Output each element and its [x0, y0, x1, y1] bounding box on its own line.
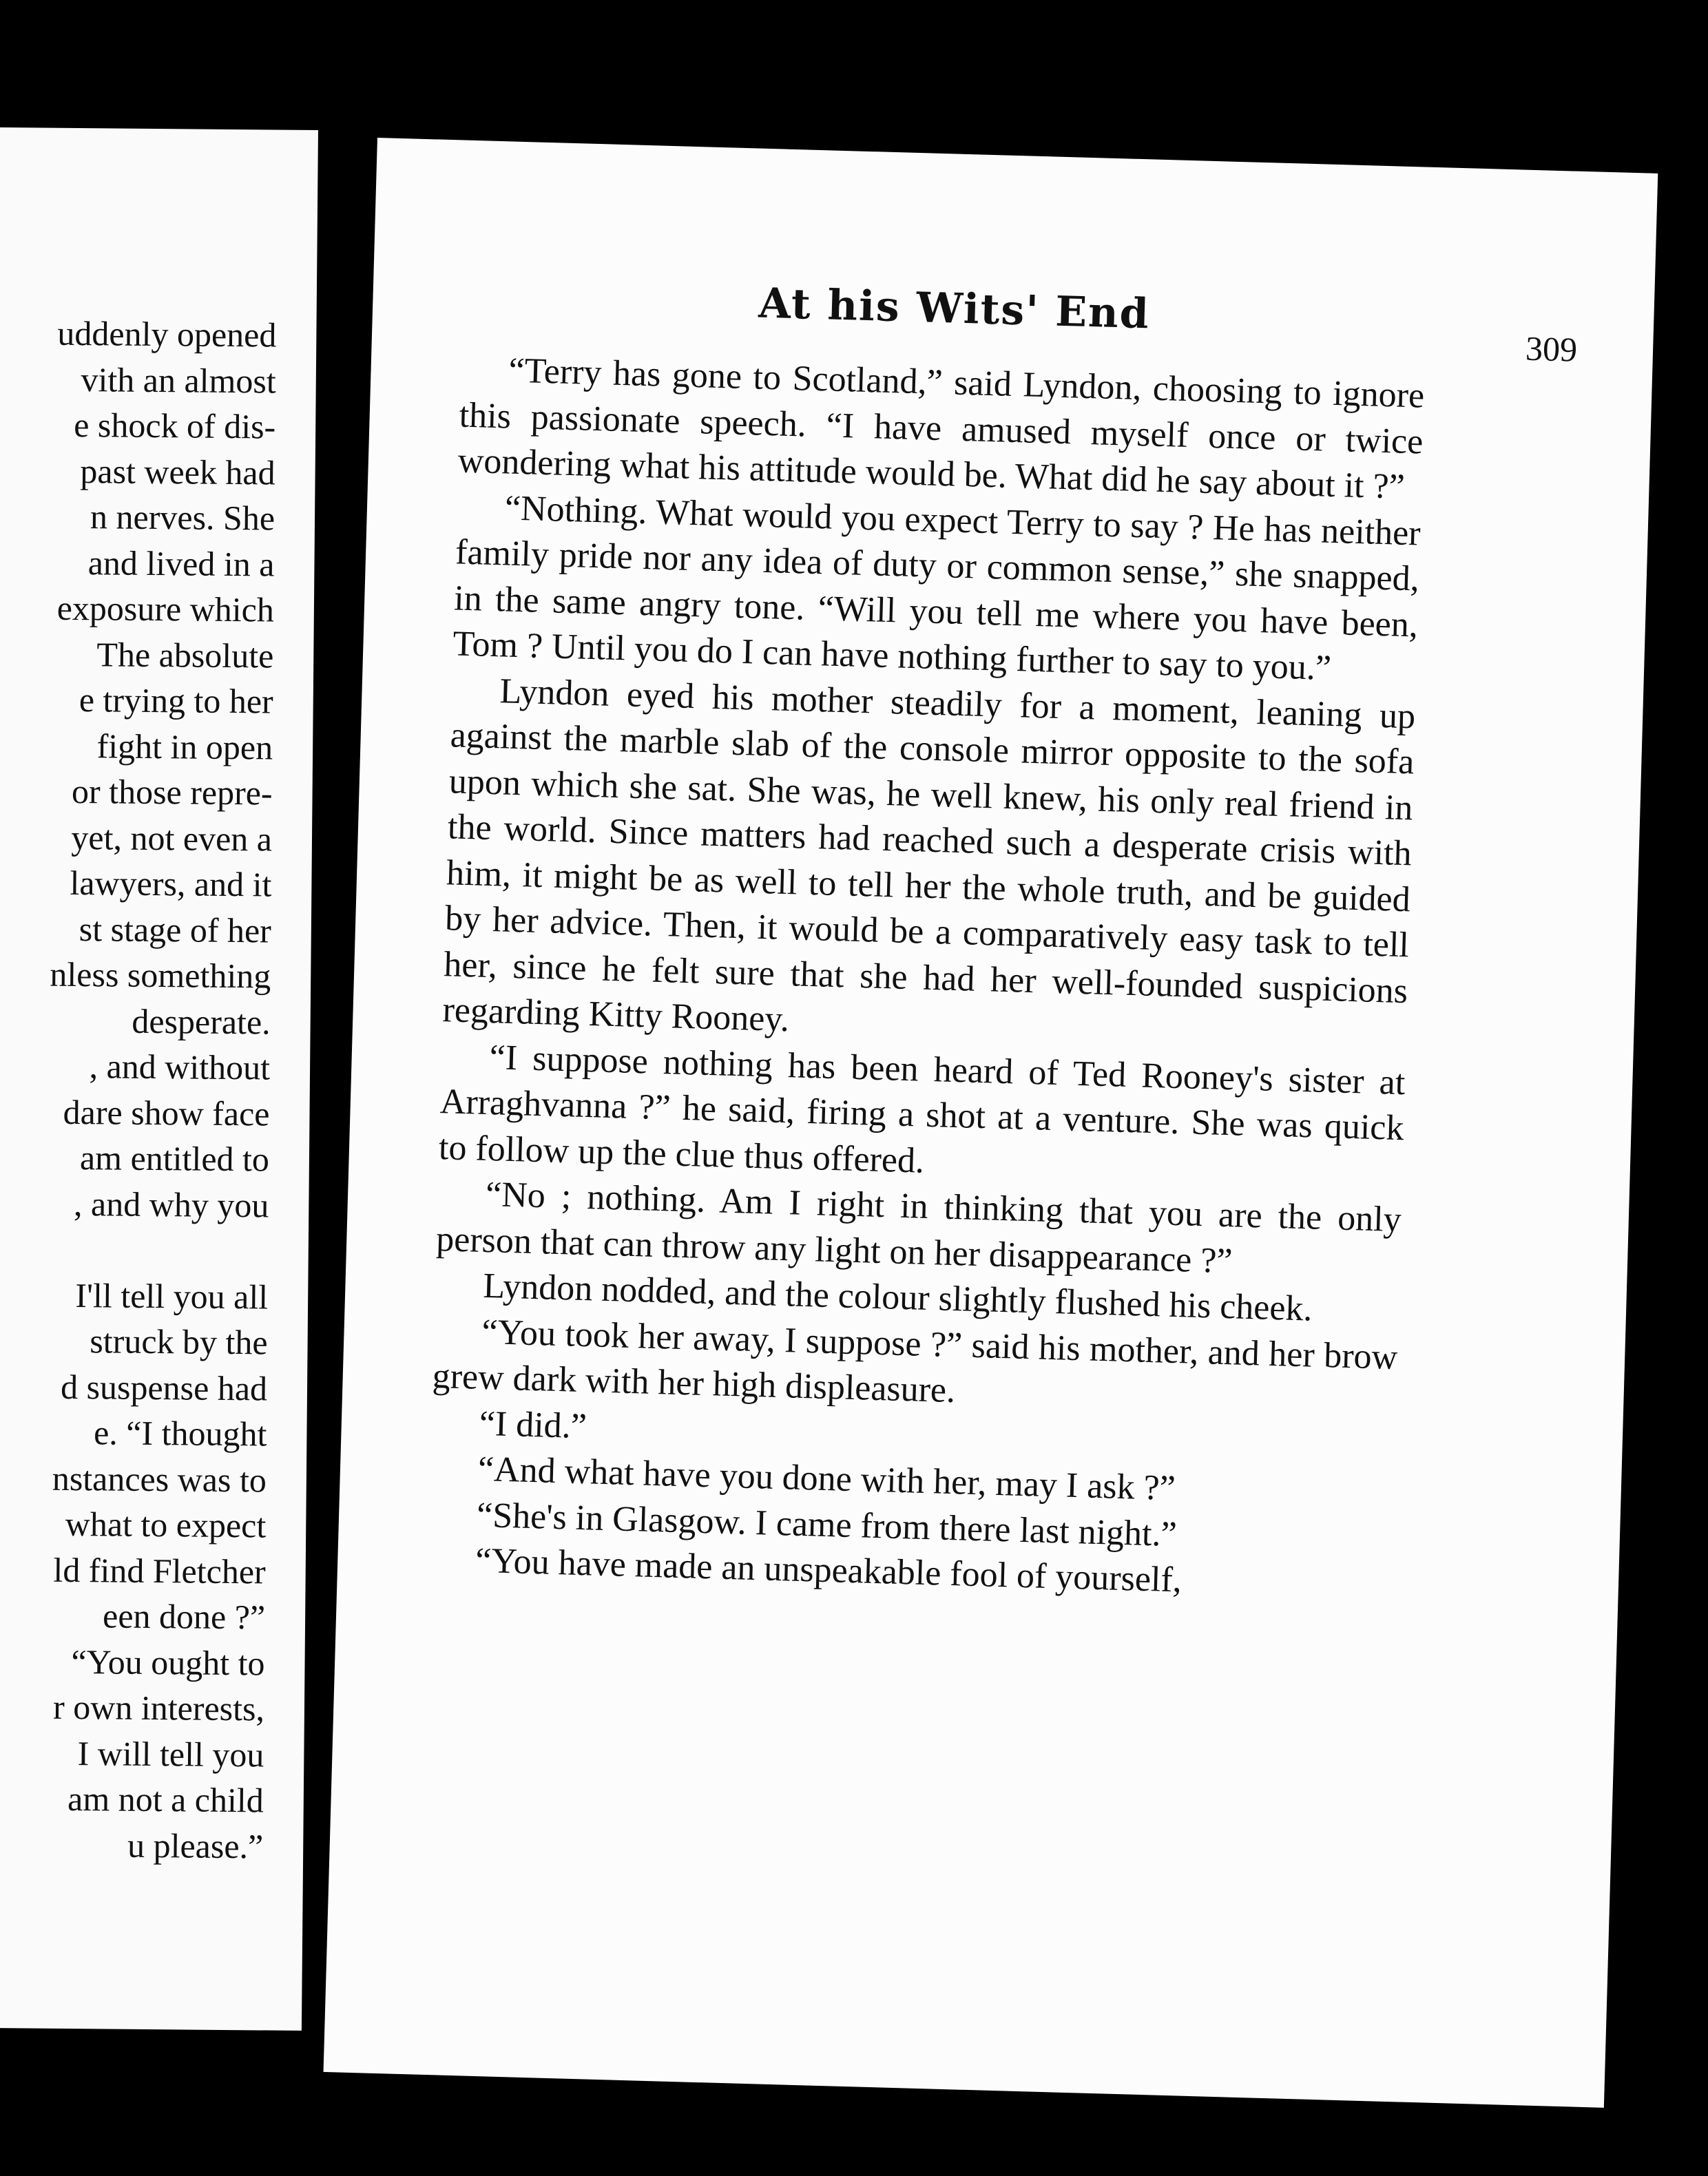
left-line: e. “I thought — [93, 1413, 267, 1454]
paragraph: “And what have you done with her, may I ask ?” — [477, 1449, 1176, 1509]
page-number: 309 — [1525, 328, 1578, 369]
left-line: e shock of dis- — [73, 405, 276, 446]
left-line: desperate. — [132, 1001, 271, 1041]
left-line: yet, not even a — [71, 817, 273, 858]
left-line: dare show face — [63, 1092, 270, 1133]
paragraph: Lyndon nodded, and the colour slightly flushed his cheek. — [482, 1266, 1313, 1329]
left-line: I will tell you — [77, 1733, 264, 1774]
left-line-gap — [0, 1225, 269, 1274]
paragraph: “Nothing. What would you expect Terry to say ? He has neither family pride nor any idea of duty or common sense,” she snapped, in the same angry tone. “Will you tell me where you have been, Tom ? Until you do I can have nothing further to say to you.” — [452, 488, 1421, 688]
left-line: lawyers, and it — [70, 863, 272, 904]
left-line: struck by the — [90, 1321, 268, 1362]
left-line: fight in open — [96, 726, 273, 766]
left-line: and lived in a — [87, 543, 275, 584]
left-line: vith an almost — [81, 359, 277, 401]
paragraph: Lyndon eyed his mother steadily for a moment, leaning up against the marble slab of the console mirror opposite to the sofa upon which she sat. She was, he well knew, his only real friend in the world. Since matters had reached such a desperate crisis with him, it might be as well to tell her the whole truth, and be guided by her advice. Then, it would be a comparatively easy task to tell her, since he felt sure that she had her well-founded suspicions regarding Kitty Rooney. — [441, 671, 1416, 1040]
paragraph: “I suppose nothing has been heard of Ted Rooney's sister at Arraghvanna ?” he said, firing a shot at a venture. She was quick to follow up the clue thus offered. — [438, 1037, 1406, 1181]
left-line: r own interests, — [52, 1687, 265, 1728]
left-line: st stage of her — [79, 909, 272, 950]
right-page — [324, 138, 1658, 2108]
left-line: een done ?” — [102, 1596, 266, 1637]
paragraph: “She's in Glasgow. I came from there last night.” — [476, 1495, 1178, 1554]
paragraph: “You took her away, I suppose ?” said his mother, and her brow grew dark with her high displeasure. — [432, 1312, 1398, 1411]
left-line: exposure which — [56, 588, 275, 629]
left-line: n nerves. She — [90, 497, 275, 538]
running-head: At his Wits' End — [758, 279, 1151, 339]
left-line: u please.” — [127, 1825, 264, 1865]
left-page — [0, 127, 318, 2031]
left-line: uddenly opened — [57, 313, 277, 355]
left-line: what to expect — [65, 1504, 267, 1545]
left-line: am not a child — [67, 1779, 264, 1820]
left-line: , and why you — [73, 1184, 269, 1224]
left-line: past week had — [80, 451, 275, 492]
left-line: I'll tell you all — [75, 1275, 269, 1316]
left-line: d suspense had — [60, 1367, 268, 1408]
left-line: “You ought to — [71, 1642, 265, 1682]
left-line: am entitled to — [79, 1138, 270, 1179]
left-line: ld find Fletcher — [53, 1550, 266, 1591]
left-page-text — [0, 309, 277, 1869]
left-line: nless something — [50, 954, 271, 996]
paragraph: “No ; nothing. Am I right in thinking that you are the only person that can throw any light on her disappearance ?” — [435, 1174, 1402, 1281]
left-line: or those repre- — [71, 771, 273, 813]
left-line: e trying to her — [79, 680, 273, 721]
left-line: , and without — [89, 1047, 271, 1087]
left-line: nstances was to — [52, 1458, 267, 1499]
paragraph: “Terry has gone to Scotland,” said Lyndon, choosing to ignore this passionate speech. “I have amused myself once or twice wondering what his attitude would be. What did he say about it ?” — [457, 351, 1425, 507]
paragraph: “You have made an unspeakable fool of yourself, — [475, 1540, 1183, 1600]
left-line: The absolute — [96, 634, 274, 675]
paragraph: “I did.” — [479, 1403, 587, 1446]
body-text — [426, 347, 1425, 1610]
